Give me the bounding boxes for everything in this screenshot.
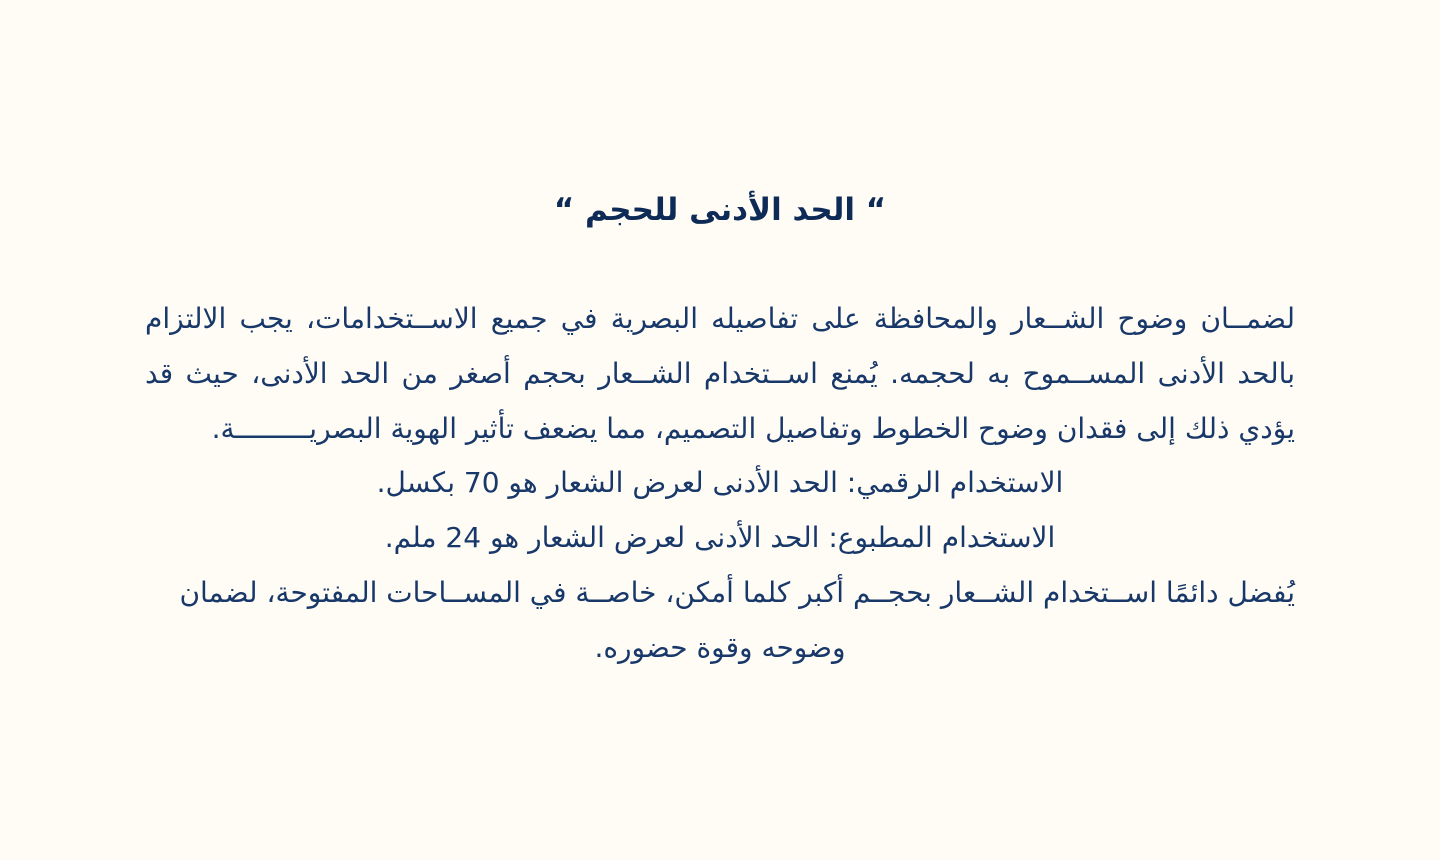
section-title: “ الحد الأدنى للحجم “ [553, 192, 887, 228]
recommendation-line-1: يُفضل دائمًا اســتخدام الشــعار بحجــم أكبر كلما أمكن، خاصــة في المســاحات المفتوحة، لضمان [179, 575, 1295, 609]
recommendation-line-2: وضوحه وقوة حضوره. [594, 630, 846, 664]
intro-paragraph: لضمــان وضوح الشــعار والمحافظة على تفاصيله البصرية في جميع الاســتخدامات، يجب الالتزام بالحد الأدنى المســموح به لحجمه. يُمنع اســتخدام الشــعار بحجم أصغر من الحد الأدنى، حيث قد يؤدي ذلك إلى فقدان وضوح الخطوط وتفاصيل التصميم، مما يضعف تأثير الهوية البصريـــــــــة. [145, 302, 1295, 445]
digital-usage-rule: الاستخدام الرقمي: الحد الأدنى لعرض الشعار هو 70 بكسل. [376, 466, 1064, 500]
body-text [145, 292, 1295, 676]
print-usage-rule: الاستخدام المطبوع: الحد الأدنى لعرض الشعار هو 24 ملم. [384, 521, 1056, 555]
